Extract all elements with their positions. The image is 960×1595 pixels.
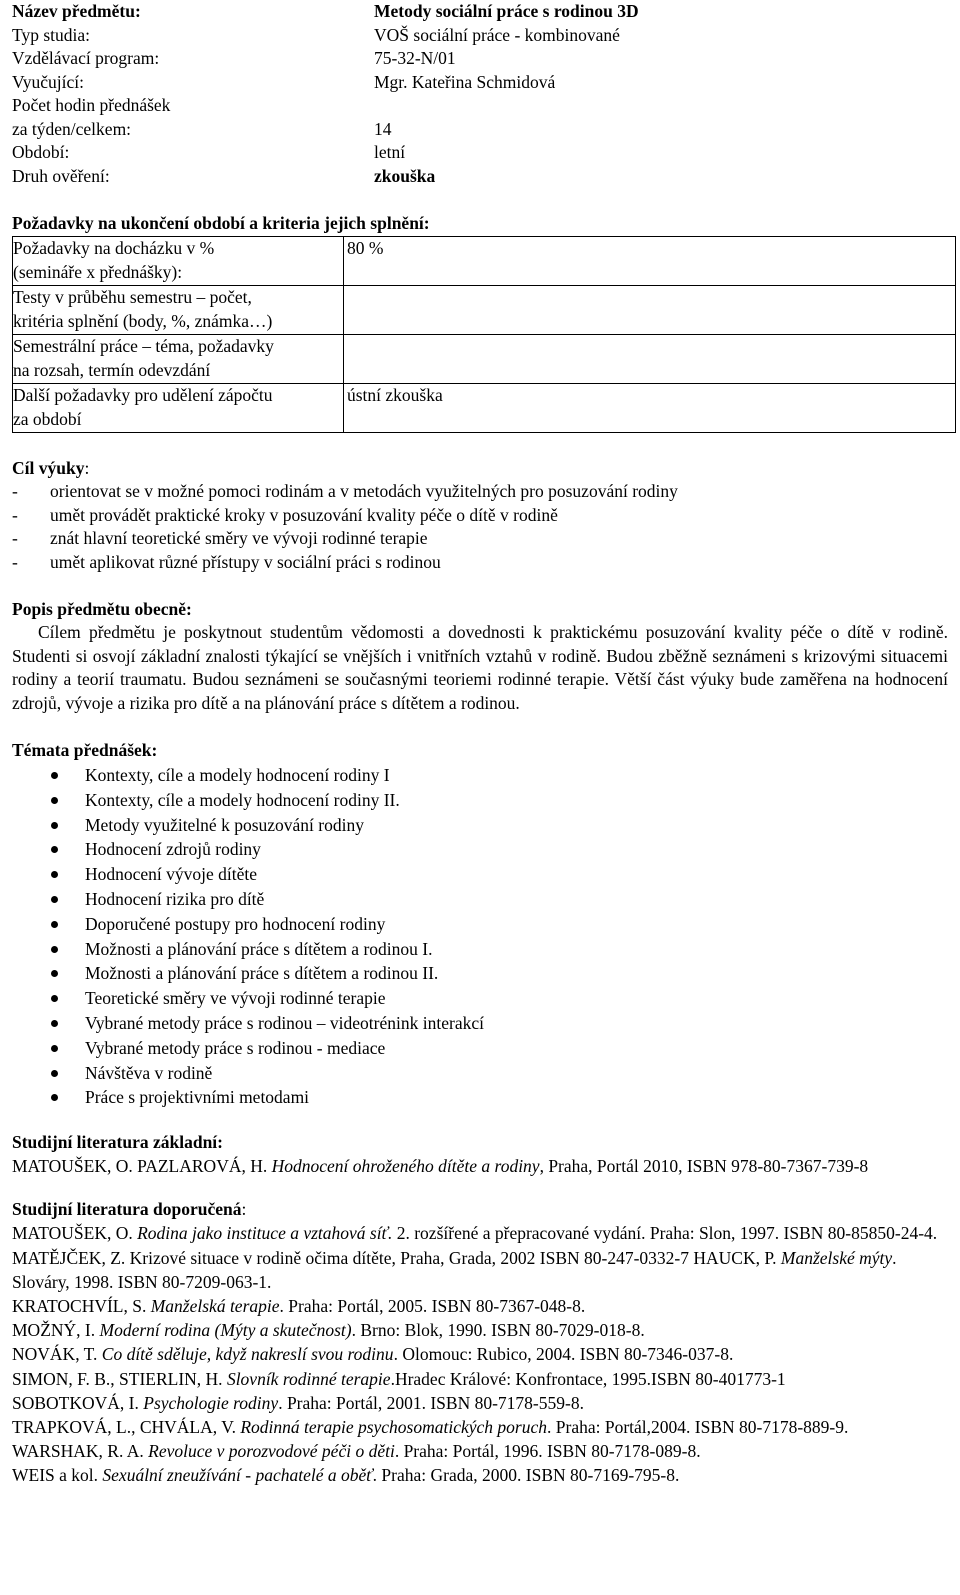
lit-author: KRATOCHVÍL, S. xyxy=(12,1295,151,1316)
literature-entry xyxy=(12,1463,948,1487)
topic-item: Doporučené postupy pro hodnocení rodiny xyxy=(85,913,386,934)
header-row xyxy=(12,71,948,95)
topics-title: Témata přednášek: xyxy=(12,740,158,760)
list-item xyxy=(12,838,948,863)
header-value: 75-32-N/01 xyxy=(374,48,456,68)
requirement-value xyxy=(344,335,956,384)
lit-publication: . Slováry, 1998. ISBN 80-7209-063-1. xyxy=(12,1247,897,1292)
requirements-title: Požadavky na ukončení období a kriteria jejich splnění: xyxy=(12,213,430,233)
requirement-label-line: (semináře x přednášky): xyxy=(13,261,183,282)
requirement-label xyxy=(13,286,344,335)
header-key: Vyučující: xyxy=(12,71,84,92)
goal-item: umět provádět praktické kroky v posuzování kvality péče o dítě v rodině xyxy=(50,504,558,525)
lit-author: WEIS a kol. xyxy=(12,1465,103,1486)
literature-recommended-section xyxy=(12,1198,948,1487)
requirement-label-line: kritéria splnění (body, %, známka…) xyxy=(13,310,273,331)
list-item xyxy=(12,527,948,551)
course-header xyxy=(12,0,948,188)
header-key: Období: xyxy=(12,142,70,162)
lit-title: Psychologie rodiny xyxy=(143,1392,279,1413)
header-key: Druh ověření: xyxy=(12,165,110,186)
lit-author: SOBOTKOVÁ, I. xyxy=(12,1392,144,1413)
lit-author: MOŽNÝ, I. xyxy=(12,1320,100,1341)
description-title: Popis předmětu obecně: xyxy=(12,599,192,619)
lit-rec-title-text: Studijní literatura doporučená xyxy=(12,1199,242,1220)
requirement-value xyxy=(344,286,956,335)
header-row xyxy=(12,47,948,71)
literature-entry xyxy=(12,1391,948,1415)
literature-entry xyxy=(12,1367,948,1391)
literature-recommended-title xyxy=(12,1198,948,1221)
list-item xyxy=(12,1086,948,1111)
header-row xyxy=(12,0,948,24)
lit-author: NOVÁK, T. xyxy=(12,1344,102,1365)
lit-rec-title-colon: : xyxy=(241,1199,247,1220)
lit-author: WARSHAK, R. A. xyxy=(12,1441,149,1462)
literature-entry xyxy=(12,1439,948,1463)
topic-item: Možnosti a plánování práce s dítětem a rodinou I. xyxy=(85,938,433,959)
lit-author: SIMON, F. B., STIERLIN, H. xyxy=(12,1368,227,1389)
literature-entry xyxy=(12,1342,948,1366)
table-row xyxy=(13,384,956,433)
goal-item: orientovat se v možné pomoci rodinám a v metodách využitelných pro posuzování rodiny xyxy=(50,481,678,501)
literature-entry xyxy=(12,1318,948,1342)
lit-publication: . Praha: Grada, 2000. ISBN 80-7169-795-8. xyxy=(372,1465,680,1486)
requirements-section xyxy=(12,212,948,433)
goal-title-text: Cíl výuky xyxy=(12,458,85,478)
topic-item: Vybrané metody práce s rodinou – videotrénink interakcí xyxy=(85,1012,484,1033)
requirement-label-line: na rozsah, termín odevzdání xyxy=(13,359,211,380)
literature-basic-title: Studijní literatura základní: xyxy=(12,1132,223,1153)
lit-title: Manželské mýty xyxy=(780,1247,893,1268)
lit-title: Co dítě sděluje, když nakreslí svou rodinu xyxy=(101,1344,394,1365)
header-key: Typ studia: xyxy=(12,24,91,45)
header-key: Název předmětu: xyxy=(12,1,141,21)
lit-publication: . Olomouc: Rubico, 2004. ISBN 80-7346-037-8. xyxy=(393,1344,734,1365)
lit-title: Slovník rodinné terapie xyxy=(226,1368,391,1389)
goal-list xyxy=(12,480,948,574)
requirement-label xyxy=(13,335,344,384)
lit-title: Rodina jako instituce a vztahová síť. xyxy=(137,1223,393,1244)
list-item xyxy=(12,987,948,1012)
header-row xyxy=(12,24,948,48)
header-row xyxy=(12,118,948,142)
literature-entry xyxy=(12,1221,948,1245)
lit-title: Moderní rodina (Mýty a skutečnost) xyxy=(99,1320,352,1341)
topic-item: Metody využitelné k posuzování rodiny xyxy=(85,814,364,835)
document-page xyxy=(12,0,948,1488)
description-text: Cílem předmětu je poskytnout studentům vědomosti a dovednosti k praktickému posuzování kvality péče o dítě v rodině. Studenti si osvojí základní znalosti týkající se vnějších i vnitřních vztahů v rodině. Budou zběžně seznámeni s krizovými situacemi rodiny a teorií traumatu. Budou seznámeni se současnými teoriemi rodinné terapie. Větší část výuky bude zaměřena na hodnocení zdrojů, vývoje a rizika pro dítě a na plánování práce s dítětem a rodinou. xyxy=(12,622,948,713)
requirement-label-line: Další požadavky pro udělení zápočtu xyxy=(13,385,273,405)
header-row xyxy=(12,141,948,165)
lit-author: MATĚJČEK, Z. Krizové situace v rodině očima dítěte, Praha, Grada, 2002 ISBN 80-247-0332-7 HAUCK, P. xyxy=(12,1247,781,1268)
description-paragraph xyxy=(12,621,948,715)
description-section xyxy=(12,598,948,715)
lit-publication: . Praha: Portál,2004. ISBN 80-7178-889-9. xyxy=(547,1416,849,1437)
lit-publication: . Praha: Portál, 2005. ISBN 80-7367-048-8. xyxy=(279,1295,586,1316)
list-item xyxy=(12,938,948,963)
lit-author: MATOUŠEK, O. xyxy=(12,1223,138,1244)
requirement-label xyxy=(13,384,344,433)
lit-title: Revoluce v porozvodové péči o děti xyxy=(148,1441,395,1462)
literature-entry xyxy=(12,1415,948,1439)
header-value: Mgr. Kateřina Schmidová xyxy=(374,71,556,92)
lit-title: Hodnocení ohroženého dítěte a rodiny xyxy=(271,1156,540,1177)
topic-item: Vybrané metody práce s rodinou - mediace xyxy=(85,1037,386,1058)
list-item xyxy=(12,913,948,938)
dash-marker: - xyxy=(12,481,18,501)
literature-entry xyxy=(12,1294,948,1318)
dash-marker: - xyxy=(12,504,18,525)
header-value: Metody sociální práce s rodinou 3D xyxy=(374,1,639,21)
list-item xyxy=(12,962,948,987)
literature-basic-section xyxy=(12,1131,948,1178)
list-item xyxy=(12,789,948,814)
lit-title: Sexuální zneužívání - pachatelé a oběť xyxy=(102,1465,373,1486)
topic-item: Návštěva v rodině xyxy=(85,1062,213,1083)
lit-publication: 2. rozšířené a přepracované vydání. Praha: Slon, 1997. ISBN 80-85850-24-4. xyxy=(392,1223,938,1244)
table-row xyxy=(13,286,956,335)
goal-item: umět aplikovat různé přístupy v sociální práci s rodinou xyxy=(50,551,441,572)
requirement-value: 80 % xyxy=(344,237,956,286)
dash-marker: - xyxy=(12,528,18,548)
topic-item: Kontexty, cíle a modely hodnocení rodiny II. xyxy=(85,789,400,810)
requirement-label xyxy=(13,237,344,286)
topic-item: Možnosti a plánování práce s dítětem a rodinou II. xyxy=(85,963,439,984)
header-row xyxy=(12,94,948,118)
list-item xyxy=(12,504,948,528)
list-item xyxy=(12,551,948,575)
list-item xyxy=(12,1037,948,1062)
list-item xyxy=(12,1062,948,1087)
table-row xyxy=(13,237,956,286)
lit-publication: , Praha, Portál 2010, ISBN 978-80-7367-739-8 xyxy=(539,1156,869,1177)
topic-item: Kontexty, cíle a modely hodnocení rodiny I xyxy=(85,765,390,785)
header-row xyxy=(12,165,948,189)
goal-title xyxy=(12,457,948,480)
lit-publication: . Praha: Portál, 2001. ISBN 80-7178-559-8. xyxy=(278,1392,584,1413)
dash-marker: - xyxy=(12,551,18,572)
lit-publication: . Brno: Blok, 1990. ISBN 80-7029-018-8. xyxy=(351,1320,645,1341)
list-item xyxy=(12,480,948,504)
literature-entry xyxy=(12,1246,948,1294)
goal-title-colon: : xyxy=(84,458,90,478)
goal-section xyxy=(12,457,948,574)
header-key: za týden/celkem: xyxy=(12,118,132,139)
lit-author: TRAPKOVÁ, L., CHVÁLA, V. xyxy=(12,1416,241,1437)
requirement-value: ústní zkouška xyxy=(344,384,956,433)
lit-publication: .Hradec Králové: Konfrontace, 1995.ISBN 80-401773-1 xyxy=(390,1368,786,1389)
topic-item: Hodnocení vývoje dítěte xyxy=(85,864,258,885)
list-item xyxy=(12,863,948,888)
list-item xyxy=(12,764,948,789)
lit-publication: . Praha: Portál, 1996. ISBN 80-7178-089-8. xyxy=(394,1441,701,1462)
topics-list xyxy=(12,764,948,1111)
requirements-table xyxy=(12,236,956,433)
header-value: letní xyxy=(374,142,406,162)
requirement-label-line: Požadavky na docházku v % xyxy=(13,238,215,258)
header-key: Vzdělávací program: xyxy=(12,48,160,68)
requirement-label-line: Testy v průběhu semestru – počet, xyxy=(13,287,252,307)
header-value: VOŠ sociální práce - kombinované xyxy=(374,24,620,45)
topic-item: Práce s projektivními metodami xyxy=(85,1087,310,1108)
topic-item: Teoretické směry ve vývoji rodinné terapie xyxy=(85,988,386,1009)
requirement-label-line: Semestrální práce – téma, požadavky xyxy=(13,336,274,356)
goal-item: znát hlavní teoretické směry ve vývoji rodinné terapie xyxy=(50,528,428,548)
literature-entry xyxy=(12,1154,948,1178)
topic-item: Hodnocení zdrojů rodiny xyxy=(85,839,261,860)
header-key: Počet hodin přednášek xyxy=(12,95,171,115)
list-item xyxy=(12,888,948,913)
topic-item: Hodnocení rizika pro dítě xyxy=(85,888,265,909)
list-item xyxy=(12,1012,948,1037)
topics-section xyxy=(12,739,948,1111)
lit-title: Rodinná terapie psychosomatických poruch xyxy=(240,1416,548,1437)
list-item xyxy=(12,814,948,839)
header-value: zkouška xyxy=(374,165,436,186)
header-value: 14 xyxy=(374,118,392,139)
lit-title: Manželská terapie xyxy=(150,1295,280,1316)
lit-author: MATOUŠEK, O. PAZLAROVÁ, H. xyxy=(12,1156,272,1177)
table-row xyxy=(13,335,956,384)
requirement-label-line: za období xyxy=(13,408,82,429)
